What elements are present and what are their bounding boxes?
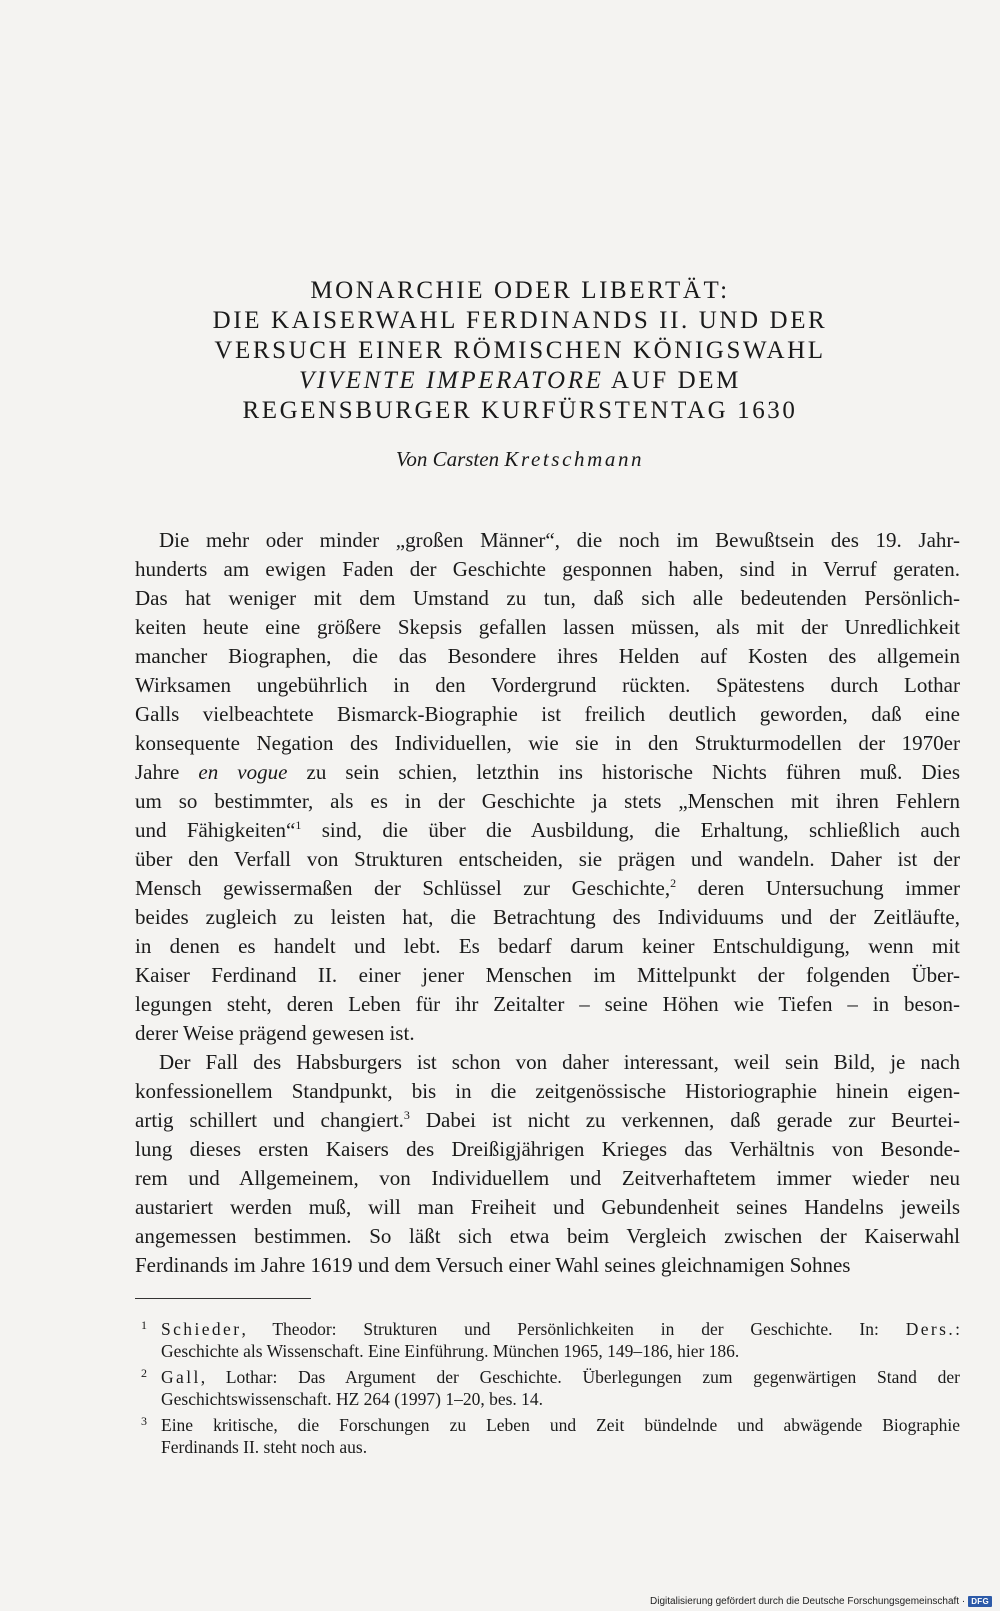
footnote-marker: 3 <box>403 1108 410 1122</box>
body-line: Ferdinands im Jahre 1619 und dem Versuch einer Wahl seines gleichnamigen Sohnes <box>135 1253 851 1277</box>
body-line: konfessionellem Standpunkt, bis in die zeitgenössische Historiographie hinein eigen- <box>135 1079 960 1103</box>
footnote-3 <box>135 1414 960 1458</box>
body-line: artig schillert und changiert.$^3$ Dabei ist nicht zu verkennen, daß gerade zur Beurtei- <box>135 1108 960 1132</box>
digitization-credit <box>650 1596 992 1607</box>
body-line: Galls vielbeachtete Bismarck-Biographie ist freilich deutlich geworden, daß eine <box>135 702 960 726</box>
footnote-2 <box>135 1366 960 1410</box>
body-line: mancher Biographen, die das Besondere ihres Helden auf Kosten des allgemein <box>135 644 960 668</box>
title-latin-phrase: VIVENTE IMPERATORE <box>299 367 604 394</box>
credit-text: Digitalisierung gefördert durch die Deutsche Forschungsgemeinschaft · <box>650 1596 966 1607</box>
footnote-rule <box>135 1298 311 1299</box>
footnote-line: Schieder, Theodor: Strukturen und Persönlichkeiten in der Geschichte. In: Ders.: <box>161 1319 960 1339</box>
italic-phrase: en vogue <box>198 760 288 784</box>
body-line: austariert werden muß, will man Freiheit und Gebundenheit seines Handelns jeweils <box>135 1195 960 1219</box>
footnote-ders: Ders. <box>905 1319 956 1339</box>
title-line-2: DIE KAISERWAHL FERDINANDS II. UND DER <box>212 307 828 334</box>
body-line: über den Verfall von Strukturen entscheiden, sie prägen und wandeln. Daher ist der <box>135 847 960 871</box>
footnotes <box>135 1318 960 1458</box>
title-line-5: REGENSBURGER KURFÜRSTENTAG 1630 <box>242 397 798 424</box>
footnote-author: Gall <box>161 1367 201 1387</box>
body-line: Kaiser Ferdinand II. einer jener Menschen im Mittelpunkt der folgenden Über- <box>135 963 960 987</box>
body-line: hunderts am ewigen Faden der Geschichte gesponnen haben, sind in Verruf geraten. <box>135 557 960 581</box>
footnote-marker: 2 <box>670 876 677 890</box>
footnote-line: Eine kritische, die Forschungen zu Leben und Zeit bündelnde und abwägende Biographie <box>161 1415 960 1435</box>
title-line-4-rest: AUF DEM <box>603 367 741 394</box>
body-text <box>135 526 960 1280</box>
article-title <box>150 276 890 426</box>
body-line: Der Fall des Habsburgers ist schon von daher interessant, weil sein Bild, je nach <box>159 1050 960 1074</box>
body-line: beides zugleich zu leisten hat, die Betrachtung des Individuums und der Zeitläufte, <box>135 905 960 929</box>
body-line: Wirksamen ungebührlich in den Vordergrund rückten. Spätestens durch Lothar <box>135 673 960 697</box>
body-line: rem und Allgemeinem, von Individuellem und Zeitverhaftetem immer wieder neu <box>135 1166 960 1190</box>
body-line: Mensch gewissermaßen der Schlüssel zur Geschichte,$^2$ deren Untersuchung immer <box>135 876 960 900</box>
body-line: in denen es handelt und lebt. Es bedarf darum keiner Entschuldigung, wenn mit <box>135 934 960 958</box>
footnote-number: 1 <box>141 1318 147 1332</box>
footnote-line: Ferdinands II. steht noch aus. <box>161 1437 368 1457</box>
byline-prefix: Von Carsten <box>395 447 505 471</box>
body-line: Das hat weniger mit dem Umstand zu tun, daß sich alle bedeutenden Persönlich- <box>135 586 960 610</box>
author-name: Kretschmann <box>504 447 645 471</box>
footnote-line: Geschichtswissenschaft. HZ 264 (1997) 1–20, bes. 14. <box>161 1389 544 1409</box>
body-line: konsequente Negation des Individuellen, wie sie in den Strukturmodellen der 1970er <box>135 731 960 755</box>
body-line: angemessen bestimmen. So läßt sich etwa beim Vergleich zwischen der Kaiserwahl <box>135 1224 960 1248</box>
body-line: legungen steht, deren Leben für ihr Zeitalter – seine Höhen wie Tiefen – in beson- <box>135 992 960 1016</box>
body-line: und Fähigkeiten“$^1$ sind, die über die Ausbildung, die Erhaltung, schließlich auch <box>135 818 960 842</box>
body-line: lung dieses ersten Kaisers des Dreißigjährigen Krieges das Verhältnis von Besonde- <box>135 1137 960 1161</box>
title-line-1: MONARCHIE ODER LIBERTÄT: <box>310 277 730 304</box>
title-line-3: VERSUCH EINER RÖMISCHEN KÖNIGSWAHL <box>214 337 826 364</box>
footnote-marker: 1 <box>295 818 302 832</box>
footnote-number: 3 <box>141 1414 147 1428</box>
footnote-1 <box>135 1318 960 1362</box>
body-line: derer Weise prägend gewesen ist. <box>135 1021 415 1045</box>
dfg-logo: DFG <box>968 1596 992 1607</box>
footnote-number: 2 <box>141 1366 147 1380</box>
footnote-author: Schieder <box>161 1319 242 1339</box>
body-line: Jahre en vogue zu sein schien, letzthin ins historische Nichts führen muß. Dies <box>135 760 960 784</box>
author-byline <box>150 446 890 472</box>
title-line-4 <box>150 366 890 396</box>
footnote-line: Gall, Lothar: Das Argument der Geschichte. Überlegungen zum gegenwärtigen Stand der <box>161 1367 960 1387</box>
body-line: um so bestimmter, als es in der Geschichte ja stets „Menschen mit ihren Fehlern <box>135 789 960 813</box>
body-line: Die mehr oder minder „großen Männer“, die noch im Bewußtsein des 19. Jahr- <box>159 528 960 552</box>
footnote-line: Geschichte als Wissenschaft. Eine Einführung. München 1965, 149–186, hier 186. <box>161 1341 740 1361</box>
body-line: keiten heute eine größere Skepsis gefallen lassen müssen, als mit der Unredlichkeit <box>135 615 960 639</box>
